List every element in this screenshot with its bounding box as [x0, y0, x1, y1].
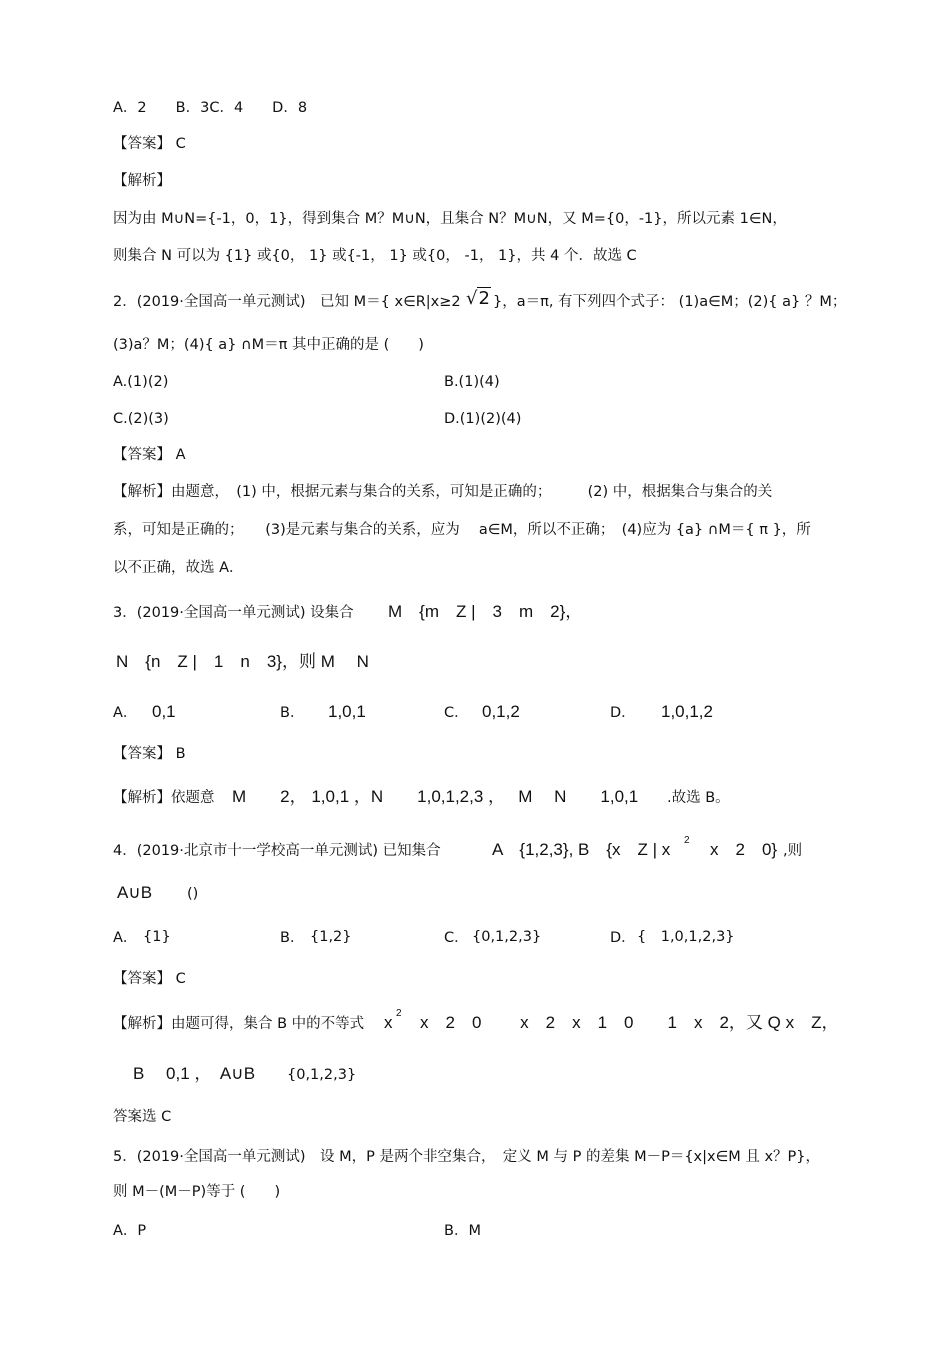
q5-stem-line2: 则 M－(M－P)等于 ( ) [113, 1184, 281, 1200]
q4-stem-math-a: A {1,2,3}, B {x Z | x [492, 840, 671, 859]
q2-analysis-line1: 【解析】由题意， (1) 中，根据元素与集合的关系，可知是正确的； (2) 中，根据集合与集合的关 [113, 484, 773, 500]
q2-option-a: A.(1)(2) [113, 374, 169, 390]
q4-stem-suffix: ,则 [783, 843, 803, 859]
q3-option-a-label: A． [113, 705, 138, 721]
q3-stem-prefix: 3．(2019·全国高一单元测试) 设集合 [113, 605, 354, 621]
q2-analysis-line2: 系，可知是正确的； (3)是元素与集合的关系，应为 a∈M，所以不正确； (4)应为 {a} ∩M＝{ π }，所 [113, 522, 811, 538]
q3-analysis-math: M 2， 1,0,1 ，N 1,0,1,2,3 ， M N 1,0,1 [232, 787, 639, 806]
q4-analysis-line2-set: {0,1,2,3} [287, 1067, 357, 1083]
q4-option-a-value: {1} [143, 929, 171, 945]
q2-answer: 【答案】 A [113, 447, 186, 463]
q1-answer: 【答案】 C [113, 136, 186, 152]
q2-option-b: B.(1)(4) [444, 374, 500, 390]
q3-option-b-label: B． [280, 705, 305, 721]
q4-analysis-prefix: 【解析】由题可得，集合 B 中的不等式 [113, 1016, 365, 1032]
q4-analysis-line2-math: B 0,1 ， A∪B [133, 1064, 256, 1083]
q3-stem-math-line1: M {m Z | 3 m 2}， [388, 602, 583, 621]
q3-option-d-label: D． [610, 705, 636, 721]
q4-option-b-value: {1,2} [310, 929, 352, 945]
q3-analysis-prefix: 【解析】依题意 [113, 790, 215, 806]
q4-option-d-value: { 1,0,1,2,3} [637, 929, 735, 945]
q4-stem-prefix: 4．(2019·北京市十一学校高一单元测试) 已知集合 [113, 843, 441, 859]
q2-sqrt: √2 [466, 288, 490, 309]
q3-answer: 【答案】 B [113, 746, 186, 762]
q4-answer-choice: 答案选 C [113, 1109, 172, 1125]
q4-option-d-label: D． [610, 930, 636, 946]
q2-stem-part2: }，a＝π, 有下列四个式子： (1)a∈M；(2){ a} ？M； [493, 294, 847, 310]
q2-sqrt-radicand: 2 [478, 288, 490, 309]
q3-option-c-value: 0,1,2 [482, 702, 520, 721]
q5-option-b: B．M [444, 1223, 481, 1239]
q3-option-a-value: 0,1 [152, 702, 176, 721]
q5-stem-line1: 5．(2019·全国高一单元测试) 设 M，P 是两个非空集合， 定义 M 与 P 的差集 M－P＝{x|x∈M 且 x？P}， [113, 1149, 821, 1165]
q1-analysis-line2: 则集合 N 可以为 {1} 或{0， 1} 或{-1， 1} 或{0， -1， 1}，共 4 个．故选 C [113, 248, 637, 264]
q2-stem-line2: (3)a？M；(4){ a} ∩M＝π 其中正确的是 ( ) [113, 337, 424, 353]
q4-option-c-value: {0,1,2,3} [472, 929, 542, 945]
q4-analysis-math-rest: x 2 0 x 2 x 1 0 1 x 2，又 Q x Z， [420, 1013, 839, 1032]
q4-analysis-math-x: x [384, 1013, 393, 1032]
q3-option-d-value: 1,0,1,2 [661, 702, 713, 721]
q2-analysis-line3: 以不正确，故选 A． [113, 560, 244, 576]
q4-option-c-label: C． [444, 930, 469, 946]
q2-option-c: C.(2)(3) [113, 411, 169, 427]
q1-options: A．2 B．3C．4 D．8 [113, 100, 308, 116]
q4-stem-line2-paren: () [187, 886, 199, 902]
q4-option-a-label: A． [113, 930, 138, 946]
q5-option-a: A．P [113, 1223, 147, 1239]
q4-stem-exponent: 2 [684, 835, 690, 846]
q3-option-c-label: C． [444, 705, 469, 721]
q3-stem-math-line2: N {n Z | 1 n 3}，则 M N [116, 652, 369, 671]
q1-analysis-line1: 因为由 M∪N={-1，0，1}，得到集合 M？M∪N，且集合 N？M∪N，又 M={0，-1}，所以元素 1∈N， [113, 211, 787, 227]
q2-stem-part1: 2．(2019·全国高一单元测试) 已知 M＝{ x∈R|x≥2 [113, 294, 461, 310]
q3-option-b-value: 1,0,1 [328, 702, 366, 721]
q4-option-b-label: B． [280, 930, 305, 946]
q4-answer: 【答案】 C [113, 971, 186, 987]
q2-option-d: D.(1)(2)(4) [444, 411, 522, 427]
q4-stem-math-b: x 2 0} [710, 840, 778, 859]
q3-analysis-suffix: .故选 B。 [667, 790, 730, 806]
q4-stem-line2-math: A∪B [117, 883, 153, 902]
q4-analysis-exponent: 2 [396, 1008, 402, 1019]
q1-analysis-label: 【解析】 [113, 173, 171, 189]
